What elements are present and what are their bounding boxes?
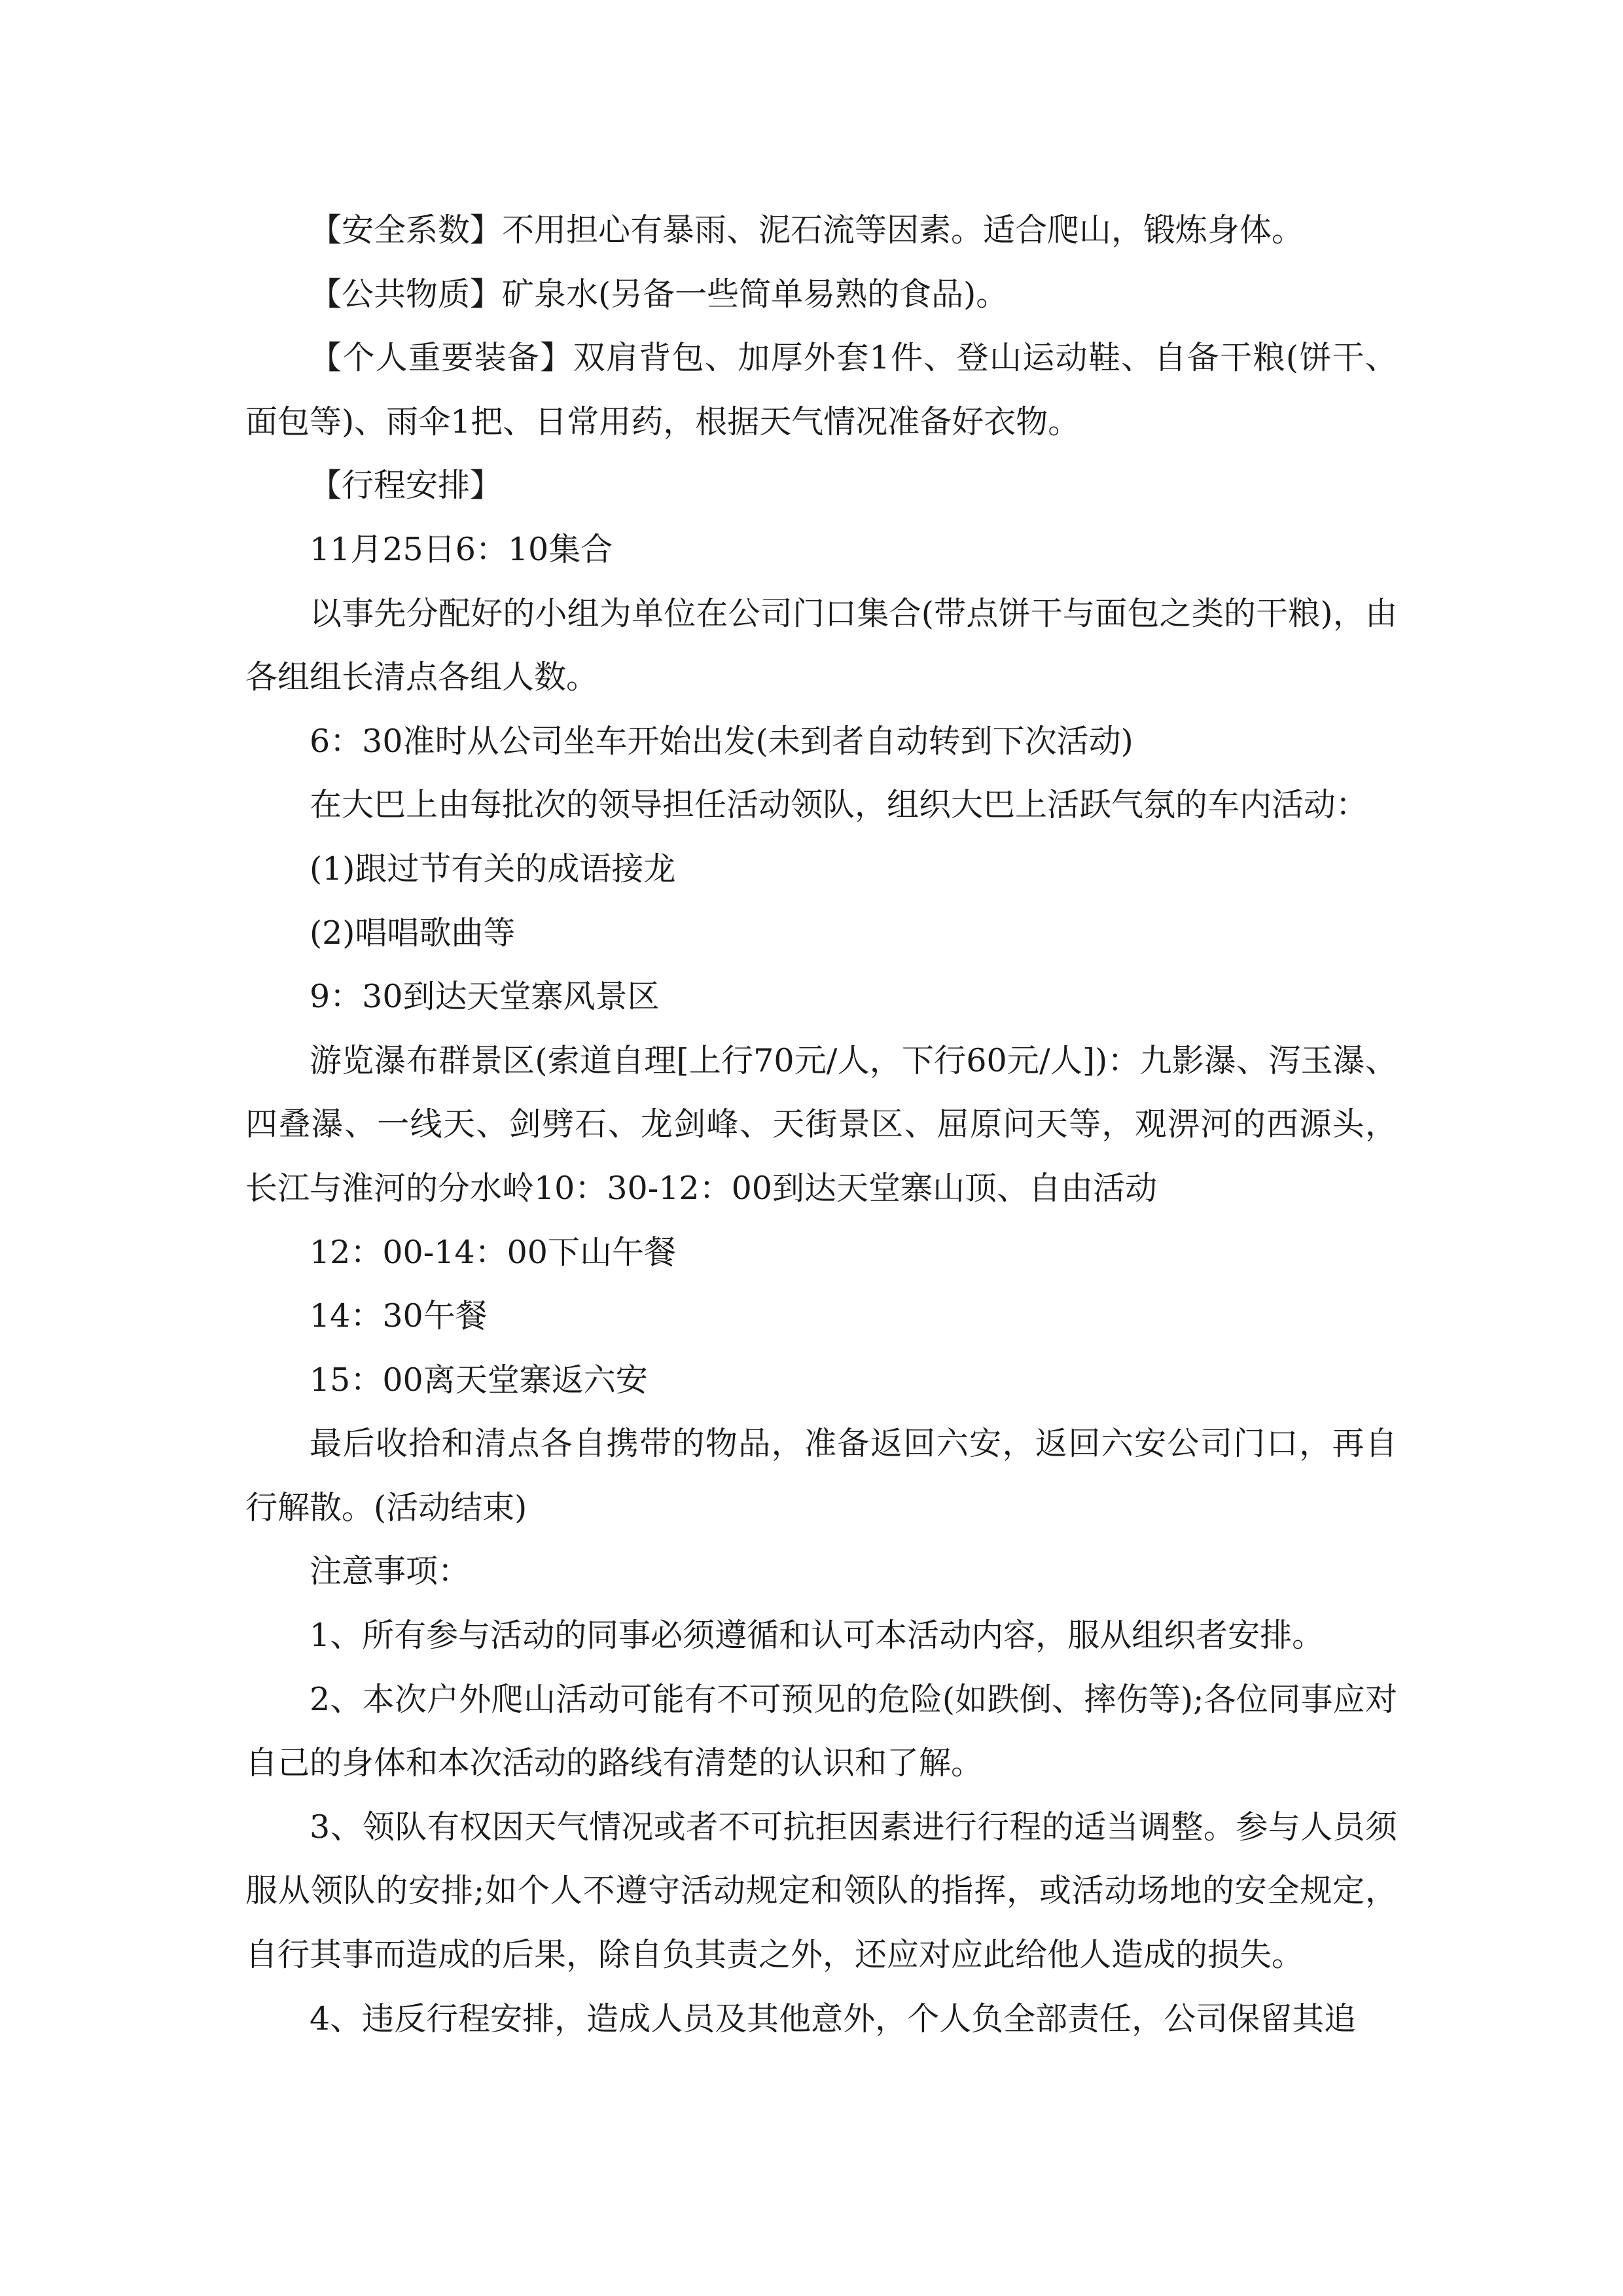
paragraph-assembly-details: 以事先分配好的小组为单位在公司门口集合(带点饼干与面包之类的干粮)，由各组组长清点各组人数。 <box>245 594 1397 696</box>
paragraph-notes-heading: 注意事项： <box>310 1552 471 1590</box>
paragraph-note-3: 3、领队有权因天气情况或者不可抗拒因素进行行程的适当调整。参与人员须服从领队的安排;如个人不遵守活动规定和领队的指挥，或活动场地的安全规定，自行其事而造成的后果，除自负其责之外，还应对应此给他人造成的损失。 <box>245 1808 1397 1974</box>
paragraph-note-2: 2、本次户外爬山活动可能有不可预见的危险(如跌倒、摔伤等);各位同事应对自己的身体和本次活动的路线有清楚的认识和了解。 <box>245 1680 1397 1782</box>
paragraph-public-supplies: 【公共物质】矿泉水(另备一些简单易熟的食品)。 <box>310 275 1008 313</box>
paragraph-activity-2: (2)唱唱歌曲等 <box>310 914 516 952</box>
paragraph-safety: 【安全系数】不用担心有暴雨、泥石流等因素。适合爬山，锻炼身体。 <box>310 211 1304 249</box>
paragraph-note-4: 4、违反行程安排，造成人员及其他意外，个人负全部责任，公司保留其追 <box>310 2000 1357 2037</box>
paragraph-sightseeing: 游览瀑布群景区(索道自理[上行70元/人，下行60元/人])：九影瀑、泻玉瀑、四叠瀑、一线天、剑劈石、龙剑峰、天街景区、屈原问天等，观淠河的西源头，长江与淮河的分水岭10：30-12：00到达天堂寨山顶、自由活动 <box>245 1041 1397 1207</box>
paragraph-personal-equipment: 【个人重要装备】双肩背包、加厚外套1件、登山运动鞋、自备干粮(饼干、面包等)、雨伞1把、日常用药，根据天气情况准备好衣物。 <box>245 339 1397 440</box>
paragraph-schedule-heading: 【行程安排】 <box>310 467 503 505</box>
paragraph-dismiss: 最后收拾和清点各自携带的物品，准备返回六安，返回六安公司门口，再自行解散。(活动结束) <box>245 1425 1397 1526</box>
paragraph-bus-activities: 在大巴上由每批次的领导担任活动领队，组织大巴上活跃气氛的车内活动： <box>310 786 1368 824</box>
paragraph-departure: 6：30准时从公司坐车开始出发(未到者自动转到下次活动) <box>310 722 1133 760</box>
paragraph-lunch: 14：30午餐 <box>310 1297 488 1335</box>
paragraph-activity-1: (1)跟过节有关的成语接龙 <box>310 850 676 888</box>
paragraph-descend: 12：00-14：00下山午餐 <box>310 1233 676 1271</box>
paragraph-note-1: 1、所有参与活动的同事必须遵循和认可本活动内容，服从组织者安排。 <box>310 1617 1325 1655</box>
paragraph-return: 15：00离天堂寨返六安 <box>310 1361 648 1399</box>
document-body <box>245 198 1397 2051</box>
paragraph-arrival: 9：30到达天堂寨风景区 <box>310 978 660 1016</box>
paragraph-assembly-time: 11月25日6：10集合 <box>310 530 613 568</box>
